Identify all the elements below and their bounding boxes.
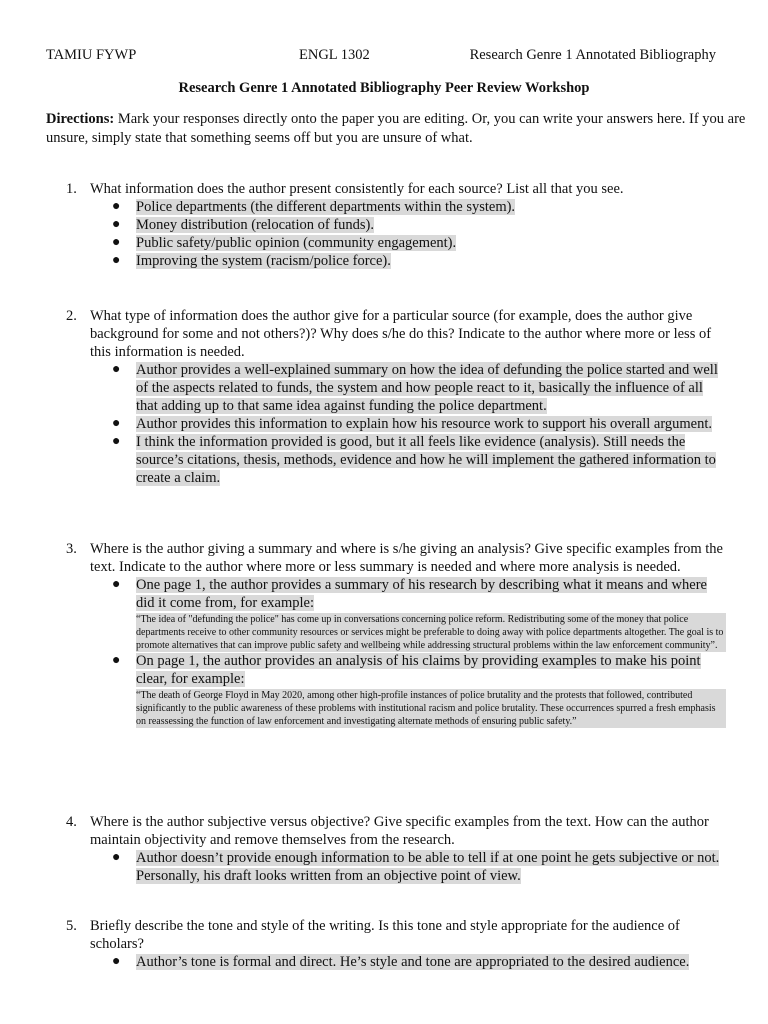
- answer-text: I think the information provided is good, but it all feels like evidence (analysis). Still needs the source’s citations, thesis, methods, evidence and how he will implement the gathered information to create a claim.: [136, 434, 716, 486]
- question-number: 2.: [66, 308, 77, 324]
- list-item: [112, 433, 726, 487]
- answer-text: Author’s tone is formal and direct. He’s style and tone are appropriated to the desired audience.: [136, 954, 690, 970]
- bullet-icon: ●: [112, 577, 121, 592]
- question-3: [66, 540, 726, 728]
- question-text: What type of information does the author give for a particular source (for example, does the author give background for some and not others?)? Why does s/he do this? Indicate to the author where more or less of this information is needed.: [90, 308, 712, 360]
- answer-list: [112, 198, 726, 270]
- bullet-icon: ●: [112, 434, 121, 449]
- answer-text: Author provides a well-explained summary on how the idea of defunding the police started and well of the aspects related to funds, the system and how people react to it, basically the influence of all that adding up to that same idea against funding the police department.: [136, 362, 718, 414]
- page-header: [46, 47, 716, 67]
- answer-text: Public safety/public opinion (community engagement).: [136, 235, 457, 251]
- answer-text: Author provides this information to explain how his resource work to support his overall argument.: [136, 416, 713, 432]
- bullet-icon: ●: [112, 235, 121, 250]
- question-number: 5.: [66, 918, 77, 934]
- bullet-icon: ●: [112, 653, 121, 668]
- answer-text: One page 1, the author provides a summary of his research by describing what it means and where did it come from, for example:: [136, 577, 707, 611]
- header-course: ENGL 1302: [299, 47, 370, 63]
- answer-text: On page 1, the author provides an analysis of his claims by providing examples to make his point clear, for example:: [136, 653, 701, 687]
- question-number: 3.: [66, 541, 77, 557]
- list-item: [112, 234, 726, 252]
- directions-text: Mark your responses directly onto the paper you are editing. Or, you can write your answers here. If you are unsure, simply state that something seems off but you are unsure of what.: [46, 111, 746, 146]
- document-title: Research Genre 1 Annotated Bibliography Peer Review Workshop: [178, 80, 590, 96]
- answer-text: Improving the system (racism/police force).: [136, 253, 391, 269]
- bullet-icon: ●: [112, 954, 121, 969]
- header-left: TAMIU FYWP: [46, 47, 137, 63]
- question-text: Briefly describe the tone and style of the writing. Is this tone and style appropriate for the audience of scholars?: [90, 918, 680, 952]
- answer-text: Money distribution (relocation of funds).: [136, 217, 374, 233]
- bullet-icon: ●: [112, 850, 121, 865]
- list-item: [112, 216, 726, 234]
- answer-list: [112, 576, 726, 728]
- question-4: [66, 813, 726, 885]
- bullet-icon: ●: [112, 217, 121, 232]
- question-2: [66, 307, 726, 487]
- answer-list: [112, 361, 726, 487]
- list-item: [112, 953, 726, 971]
- directions: [46, 110, 746, 148]
- header-right: Research Genre 1 Annotated Bibliography: [469, 47, 716, 63]
- list-item: [112, 198, 726, 216]
- answer-text: Author doesn’t provide enough information to be able to tell if at one point he gets subjective or not. Personally, his draft looks written from an objective point of view.: [136, 850, 720, 884]
- list-item: [112, 252, 726, 270]
- question-text: What information does the author present consistently for each source? List all that you see.: [90, 181, 624, 197]
- directions-label: Directions:: [46, 111, 115, 127]
- quote-text: “The death of George Floyd in May 2020, among other high-profile instances of police brutality and the protests that followed, contributed significantly to the public awareness of these problems with institutional racism and police brutality. These occurrences spurred a fresh emphasis on reassessing the function of law enforcement and investigating alternate methods of ensuring public safety.”: [136, 689, 726, 728]
- answer-list: [112, 849, 726, 885]
- bullet-icon: ●: [112, 199, 121, 214]
- bullet-icon: ●: [112, 362, 121, 377]
- bullet-icon: ●: [112, 416, 121, 431]
- answer-list: [112, 953, 726, 971]
- list-item: [112, 576, 726, 652]
- list-item: [112, 415, 726, 433]
- list-item: [112, 849, 726, 885]
- question-text: Where is the author subjective versus objective? Give specific examples from the text. How can the author maintain objectivity and remove themselves from the research.: [90, 814, 709, 848]
- question-5: [66, 917, 726, 971]
- question-1: [66, 180, 726, 270]
- answer-text: Police departments (the different departments within the system).: [136, 199, 516, 215]
- list-item: [112, 652, 726, 728]
- question-text: Where is the author giving a summary and where is s/he giving an analysis? Give specific examples from the text. Indicate to the author where more or less summary is needed and where more analysis is needed.: [90, 541, 723, 575]
- question-number: 1.: [66, 181, 77, 197]
- quote-text: “The idea of "defunding the police" has come up in conversations concerning police reform. Redistributing some of the money that police departments receive to other community resources or services might be preferable to doing away with police departments altogether. The goal is to promote alternatives that can improve public safety and wellbeing while addressing structural problems within the law enforcement community”.: [136, 613, 726, 652]
- bullet-icon: ●: [112, 253, 121, 268]
- list-item: [112, 361, 726, 415]
- question-number: 4.: [66, 814, 77, 830]
